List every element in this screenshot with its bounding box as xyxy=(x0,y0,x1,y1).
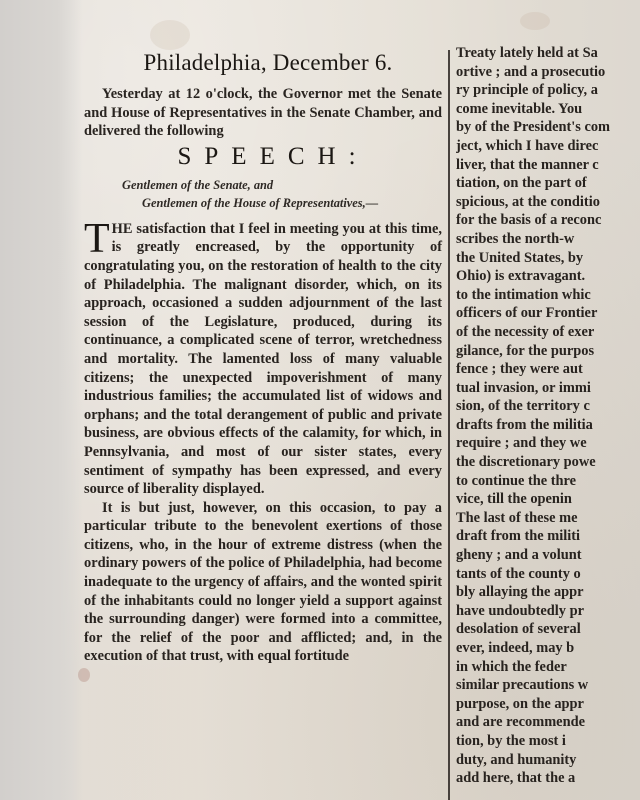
right-column xyxy=(456,44,640,800)
left-column xyxy=(84,50,442,666)
right-column-line: similar precautions w xyxy=(456,677,589,694)
right-column-line: in which the feder xyxy=(456,658,567,675)
right-column-line: gheny ; and a volunt xyxy=(456,547,582,564)
right-column-line: ject, which I have direc xyxy=(456,137,599,154)
right-column-line: require ; and they we xyxy=(456,435,587,452)
right-column-line: ry principle of policy, a xyxy=(456,82,598,99)
right-column-line: desolation of several xyxy=(456,621,581,638)
right-column-line: vice, till the openin xyxy=(456,491,572,508)
right-column-line: add here, that the a xyxy=(456,770,576,787)
right-column-line: ortive ; and a prosecutio xyxy=(456,63,606,80)
right-column-line: ever, indeed, may b xyxy=(456,640,575,656)
right-column-line: gilance, for the purpos xyxy=(456,342,595,359)
paper-stain xyxy=(78,668,90,682)
right-column-line: by of the President's com xyxy=(456,119,611,136)
right-column-line: The last of these me xyxy=(456,509,578,526)
right-column-line: officers of our Frontier xyxy=(456,305,598,322)
right-column-line: have undoubtedly pr xyxy=(456,602,584,619)
right-column-line: come inevitable. You xyxy=(456,100,583,117)
right-column-line: tion, by the most i xyxy=(456,732,566,749)
right-column-line: spicious, at the conditio xyxy=(456,193,600,210)
speech-paragraph-1-text: HE satisfaction that I feel in meeting you at this time, is greatly encreased, by the opportunity of congratulating you, on the restoration of health to the city of Philadelphia. The malignant disorder, which, on its approach, occasioned a sudden adjournment of the last session of the Legislature, produced, during its continuance, a complicated scene of terror, wretchedness and mortality. The lamented loss of many valuable citizens; the unexpected impoverishment of many industrious families; the accumulated list of widows and orphans; and the total derangement of public and private business, are obvious effects of the calamity, for which, in Pennsylvania, and most of our sister states, every sentiment of sympathy has been expressed, and every source of liberality displayed. xyxy=(84,220,442,498)
right-column-line: draft from the militi xyxy=(456,528,581,545)
right-column-line: bly allaying the appr xyxy=(456,584,584,601)
right-column-line: to continue the thre xyxy=(456,472,577,489)
paper-stain xyxy=(150,20,190,50)
paper-stain xyxy=(520,12,550,30)
right-column-line: and are recommende xyxy=(456,714,585,731)
drop-cap: T xyxy=(84,215,110,262)
right-column-line: tiation, on the part of xyxy=(456,175,587,192)
right-column-line: sion, of the territory c xyxy=(456,398,590,415)
intro-paragraph: Yesterday at 12 o'clock, the Governor met the Senate and House of Representatives in the Senate Chamber, and delivered the following xyxy=(84,86,442,140)
salutation-senate: Gentlemen of the Senate, and xyxy=(122,177,274,192)
right-column-line: fence ; they were aut xyxy=(456,361,583,378)
right-column-line: the United States, by xyxy=(456,249,584,266)
right-column-line: the discretionary powe xyxy=(456,454,596,471)
right-column-line: tants of the county o xyxy=(456,565,581,582)
column-rule xyxy=(448,50,450,800)
right-column-line: scribes the north-w xyxy=(456,230,575,247)
right-column-line: liver, that the manner c xyxy=(456,156,599,173)
speech-heading: SPEECH: xyxy=(177,142,369,170)
speech-paragraph-2: It is but just, however, on this occasion, to pay a particular tribute to the benevolent exertions of those citizens, who, in the hour of extreme distress (when the ordinary powers of the police of Philadelphia, had become inadequate to the urgency of affairs, and the wonted spirit of the inhabitants could no longer yield a support against the surrounding danger) were formed into a committee, for the relief of the poor and afflicted; and, in the execution of that trust, with equal fortitude xyxy=(84,499,442,665)
right-column-line: for the basis of a reconc xyxy=(456,212,602,229)
dateline-heading: Philadelphia, December 6. xyxy=(143,50,393,75)
right-column-line: duty, and humanity xyxy=(456,751,577,768)
speech-paragraph-1 xyxy=(84,215,442,499)
salutation-house: Gentlemen of the House of Representatives,— xyxy=(142,195,379,210)
right-column-line: purpose, on the appr xyxy=(456,695,584,712)
right-column-line: Ohio) is extravagant. xyxy=(456,268,586,285)
page-margin xyxy=(0,0,82,800)
right-column-line: of the necessity of exer xyxy=(456,323,595,340)
right-column-line: Treaty lately held at Sa xyxy=(456,45,598,61)
right-column-line: to the intimation whic xyxy=(456,286,591,303)
right-column-line: tual invasion, or immi xyxy=(456,379,591,396)
right-column-line: drafts from the militia xyxy=(456,416,593,433)
